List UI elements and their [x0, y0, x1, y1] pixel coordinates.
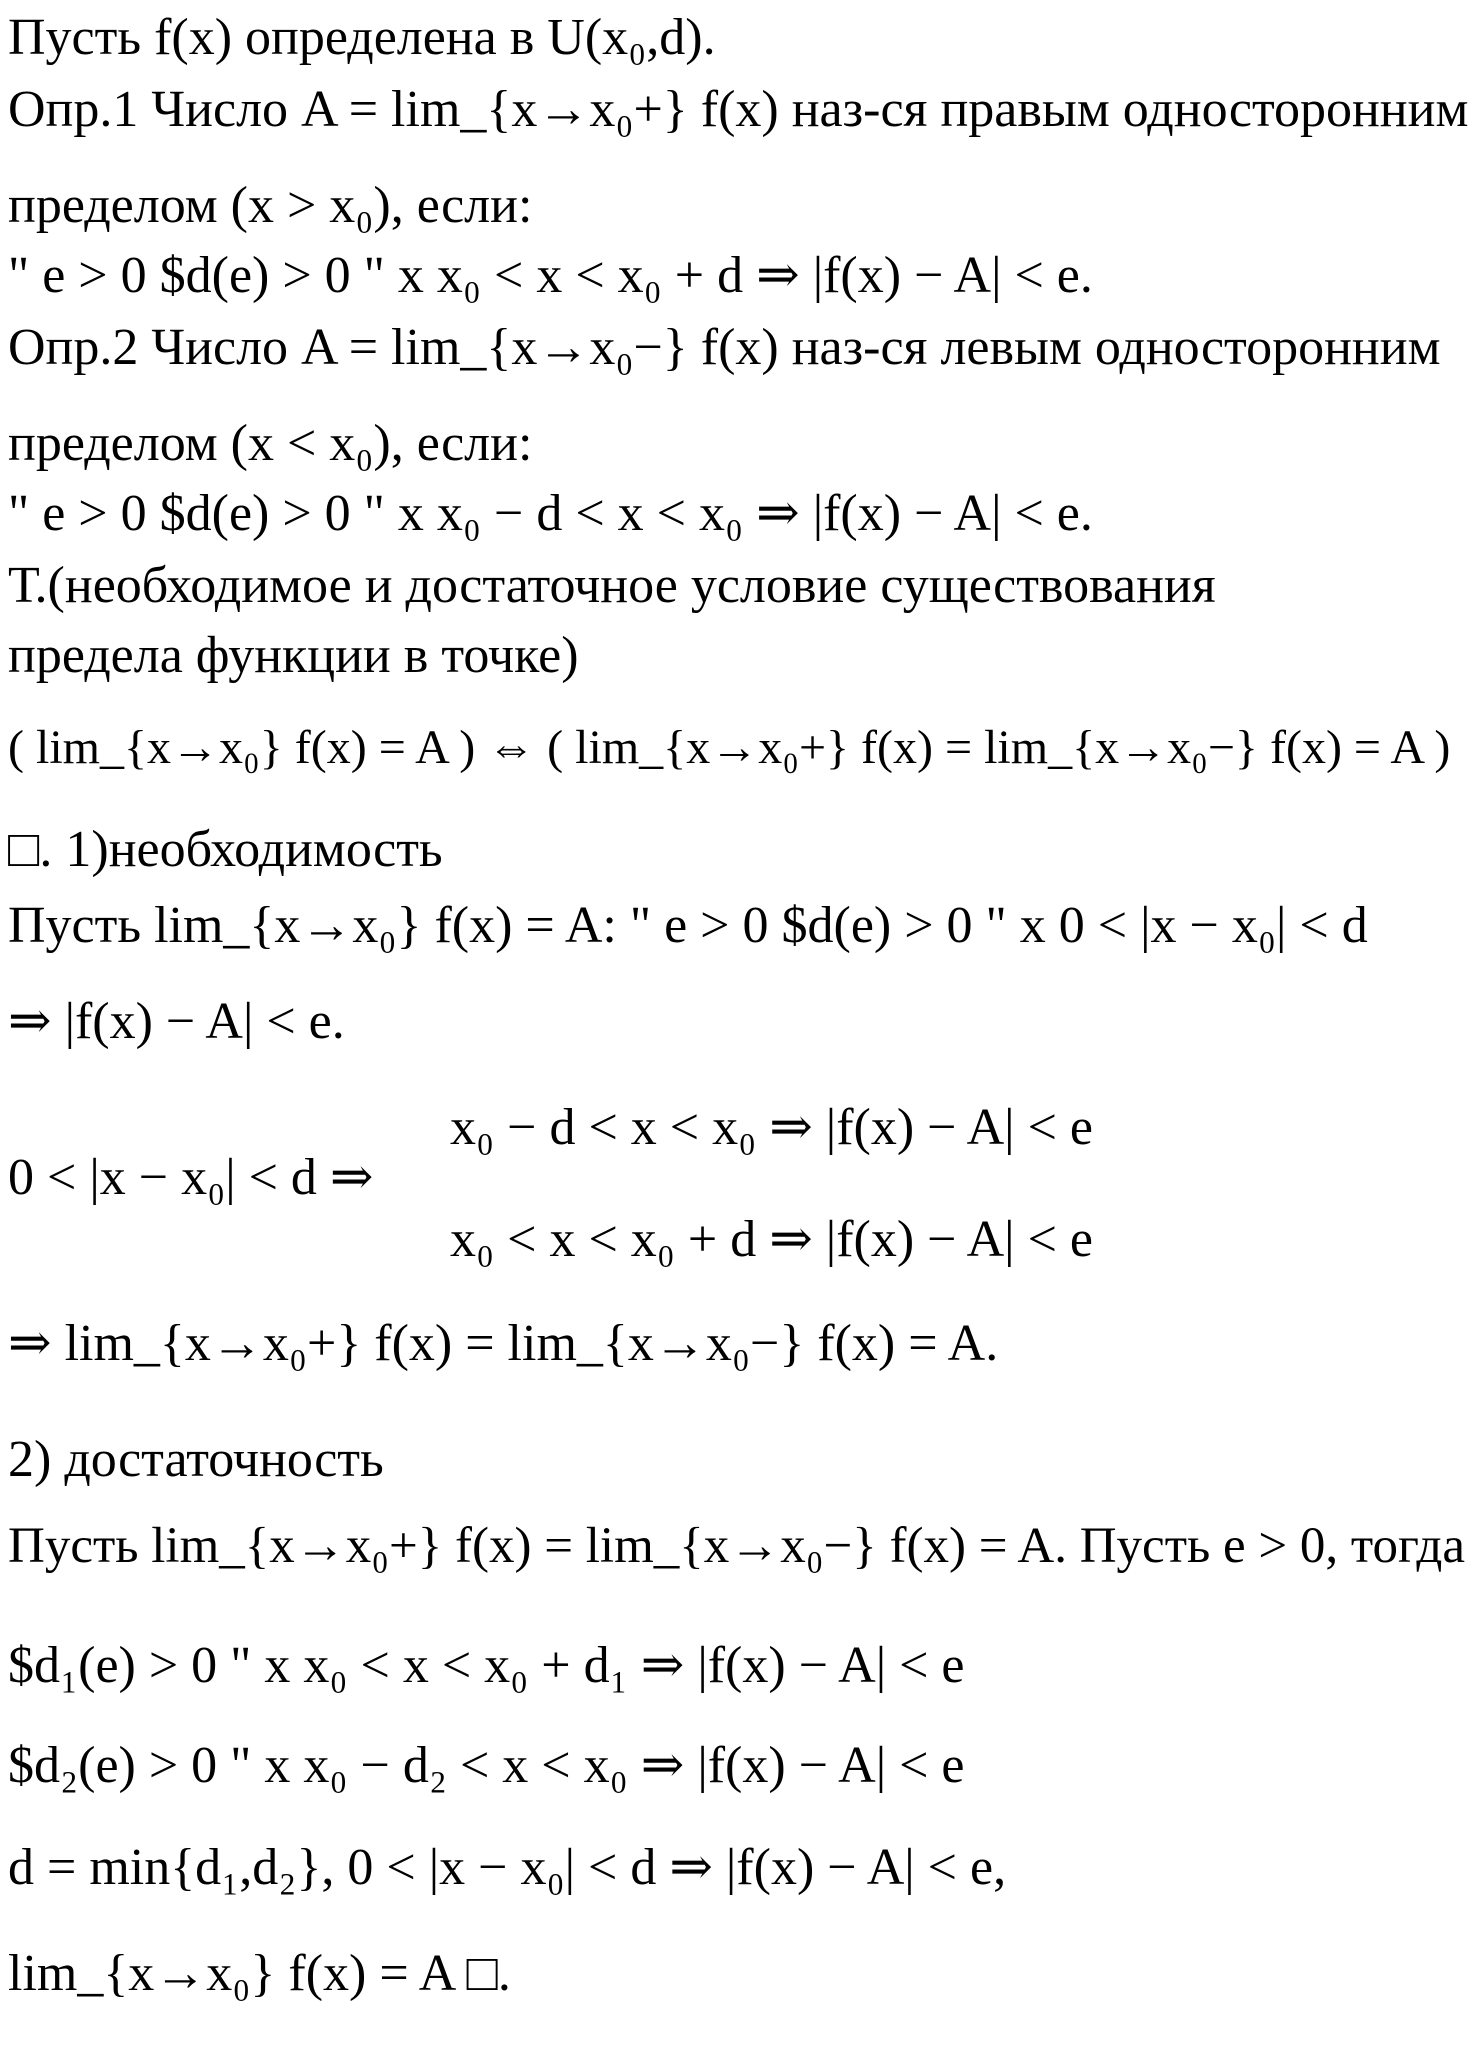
theorem-line-cont: предела функции в точке)	[8, 627, 579, 684]
system-condition: 0 < |x − x₀| < d ⇒	[8, 1149, 374, 1206]
definition-1-cont: пределом (x > x₀), если:	[8, 177, 533, 234]
final-conclusion: lim_{x→x₀} f(x) = A □.	[8, 1945, 511, 2002]
system-right-branch: x₀ < x < x₀ + d ⇒ |f(x) − A| < e	[450, 1211, 1093, 1268]
necessity-heading: □. 1)необходимость	[8, 821, 443, 878]
necessity-conclusion: ⇒ lim_{x→x₀+} f(x) = lim_{x→x₀−} f(x) = A.	[8, 1315, 999, 1372]
intro-line: Пусть f(x) определена в U(x₀,d).	[8, 9, 716, 66]
system-left-branch: x₀ − d < x < x₀ ⇒ |f(x) − A| < e	[450, 1099, 1093, 1156]
delta-1-line: $d₁(e) > 0 " x x₀ < x < x₀ + d₁ ⇒ |f(x) − A| < e	[8, 1637, 965, 1694]
delta-2-line: $d₂(e) > 0 " x x₀ − d₂ < x < x₀ ⇒ |f(x) − A| < e	[8, 1737, 965, 1794]
necessity-premise: Пусть lim_{x→x₀} f(x) = A: " e > 0 $d(e) > 0 " x 0 < |x − x₀| < d	[8, 897, 1368, 954]
definition-1-formula: " e > 0 $d(e) > 0 " x x₀ < x < x₀ + d ⇒ |f(x) − A| < e.	[8, 247, 1093, 304]
theorem-line: Т.(необходимое и достаточное условие существования	[8, 557, 1216, 614]
delta-min-line: d = min{d₁,d₂}, 0 < |x − x₀| < d ⇒ |f(x) − A| < e,	[8, 1839, 1007, 1896]
definition-1-line: Опр.1 Число A = lim_{x→x₀+} f(x) наз-ся правым односторонним	[8, 81, 1469, 138]
sufficiency-heading: 2) достаточность	[8, 1431, 384, 1488]
sufficiency-premise: Пусть lim_{x→x₀+} f(x) = lim_{x→x₀−} f(x) = A. Пусть e > 0, тогда	[8, 1518, 1465, 1574]
definition-2-cont: пределом (x < x₀), если:	[8, 415, 533, 472]
definition-2-line: Опр.2 Число A = lim_{x→x₀−} f(x) наз-ся левым односторонним	[8, 319, 1441, 376]
necessity-premise-cont: ⇒ |f(x) − A| < e.	[8, 993, 345, 1050]
theorem-statement: ( lim_{x→x₀} f(x) = A ) ⇔ ( lim_{x→x₀+} f(x) = lim_{x→x₀−} f(x) = A )	[8, 721, 1451, 774]
definition-2-formula: " e > 0 $d(e) > 0 " x x₀ − d < x < x₀ ⇒ |f(x) − A| < e.	[8, 485, 1093, 542]
